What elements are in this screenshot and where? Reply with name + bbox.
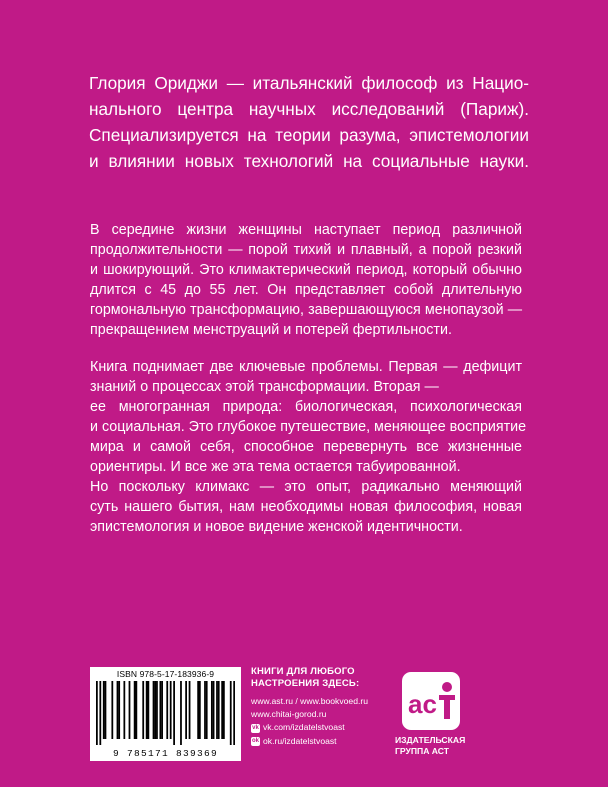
description-line: ориентиры. И все же эта тема остается табуированной. [90, 459, 461, 475]
ok-icon: ok [251, 737, 259, 744]
barcode-bars [96, 681, 235, 745]
barcode-bar [146, 681, 148, 739]
barcode-bar [153, 681, 155, 739]
vk-icon: vk [252, 724, 259, 731]
barcode-bar [211, 681, 213, 739]
barcode-bar [96, 681, 98, 745]
description-line: гормональную трансформацию, завершающуюся менопаузой — [90, 302, 522, 318]
barcode-bar [142, 681, 144, 739]
barcode-bar [103, 681, 105, 739]
description-line: В середине жизни женщины наступает период различной [90, 222, 522, 238]
barcode-bar [189, 681, 191, 739]
barcode-bar [213, 681, 215, 739]
author-bio-line: Глория Ориджи — итальянский философ из Нацио- [89, 73, 529, 93]
author-bio-line: Специализируется на теории разума, эпистемологии [89, 125, 529, 145]
shops-links [251, 695, 391, 748]
description-line: ее многогранная природа: биологическая, психологическая [90, 399, 522, 415]
publisher-line: ИЗДАТЕЛЬСКАЯ [395, 735, 466, 745]
svg-text:ac: ac [408, 689, 437, 719]
barcode-bar [156, 681, 158, 739]
barcode-bar [134, 681, 136, 739]
barcode-bar [206, 681, 208, 739]
barcode-bar [147, 681, 149, 739]
description-line: Книга поднимает две ключевые проблемы. Первая — дефицит [90, 359, 522, 375]
isbn-number: ISBN 978-5-17-183936-9 [116, 669, 215, 679]
barcode-bar [154, 681, 156, 739]
vk-link[interactable] [251, 721, 391, 734]
barcode-bar [161, 681, 163, 739]
description-line: прекращением менструаций и потерей фертильности. [90, 322, 452, 338]
shops-heading-line: КНИГИ ДЛЯ ЛЮБОГО [251, 666, 355, 677]
barcode-bar [159, 681, 161, 739]
barcode-bar [111, 681, 113, 739]
barcode-bar [180, 681, 182, 745]
description-line: продолжительности — порой тихий и плавный, а порой резкий [90, 242, 522, 258]
barcode-bar [170, 681, 172, 739]
where-to-buy [251, 666, 391, 748]
description-line: суть нашего бытия, нам необходимы новая философия, новая [90, 499, 522, 515]
ast-logo-icon [401, 671, 461, 731]
shops-heading [251, 666, 391, 689]
barcode-bar [218, 681, 220, 739]
barcode-bar [118, 681, 120, 739]
barcode-bar [199, 681, 201, 739]
author-bio-line: нального центра научных исследований (Париж). [89, 99, 529, 119]
barcode-bar [117, 681, 119, 739]
barcode-bar [105, 681, 107, 739]
barcode-bar [204, 681, 206, 739]
author-bio-line: и влиянии новых технологий на социальные науки. [89, 151, 529, 171]
isbn-barcode [90, 667, 241, 761]
publisher-name [395, 735, 490, 757]
barcode-bar [123, 681, 125, 739]
ean-digits: 9 785171 839369 [112, 748, 218, 759]
barcode-bar [230, 681, 232, 745]
book-description [90, 220, 527, 537]
publisher-block [395, 671, 490, 769]
shop-link[interactable]: www.ast.ru / www.bookvoed.ru [251, 696, 369, 706]
barcode-bar [216, 681, 218, 739]
description-line: длится с 45 до 55 лет. Он представляет собой длительную [90, 282, 522, 298]
barcode-bar [233, 681, 235, 745]
barcode-bar [173, 681, 175, 745]
barcode-bar [135, 681, 137, 739]
barcode-bar [99, 681, 101, 745]
barcode-bar [221, 681, 223, 739]
description-line: и социальная. Это глубокое путешествие, меняющее восприятие [90, 419, 527, 435]
vk-link-text: vk.com/izdatelstvoast [263, 722, 345, 733]
paragraph-gap [90, 340, 522, 357]
barcode-bar [223, 681, 225, 739]
barcode-bar [185, 681, 187, 739]
description-line: и шокирующий. Это климактерический период, который обычно [90, 262, 522, 278]
description-line: знаний о процессах этой трансформации. Вторая — [90, 379, 439, 395]
shops-heading-line: НАСТРОЕНИЯ ЗДЕСЬ: [251, 677, 360, 689]
description-line: мира и самой себя, способное перевернуть все жизненные [90, 439, 522, 455]
description-line: эпистемология и новое видение женской идентичности. [90, 519, 463, 535]
author-bio [89, 70, 529, 174]
barcode-bar [197, 681, 199, 739]
barcode-bar [129, 681, 131, 739]
shop-link[interactable]: www.chitai-gorod.ru [251, 709, 327, 720]
ok-link-text: ok.ru/izdatelstvoast [263, 735, 337, 746]
barcode-bar [166, 681, 168, 739]
description-line: Но поскольку климакс — это опыт, радикально меняющий [90, 479, 522, 495]
publisher-line: ГРУППА АСТ [395, 746, 450, 756]
ok-link[interactable] [251, 735, 391, 748]
